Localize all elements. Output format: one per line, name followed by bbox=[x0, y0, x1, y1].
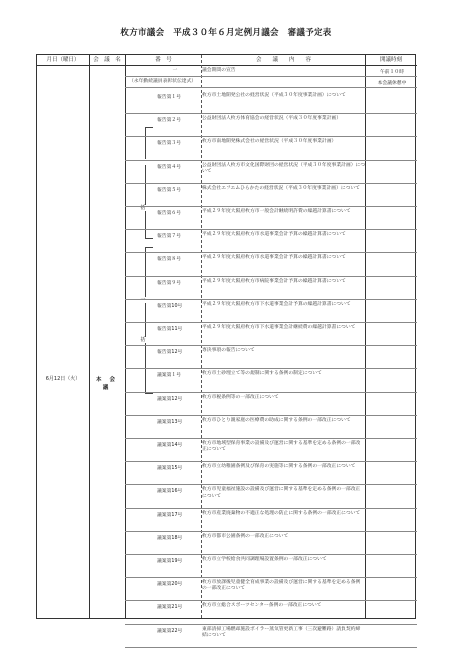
item-content: 枚方市産業廃棄物の不適正な処理の防止に関する条例の一部改正について bbox=[202, 510, 361, 516]
meeting-date: 6月12日（火） bbox=[45, 376, 81, 382]
item-content: 枚方市税条例等の一部改正について bbox=[202, 394, 279, 400]
row-divider bbox=[125, 183, 417, 184]
group-label: 一 bbox=[140, 159, 146, 165]
item-content: 公益財団法人枚方市文化国際財団の経営状況（平成３０年度事業計画）について bbox=[202, 162, 366, 174]
item-number: 報告第１号 bbox=[157, 95, 181, 100]
item-number: 報告第４号 bbox=[157, 164, 181, 170]
item-number: 議案第14号 bbox=[157, 443, 183, 448]
ceremony-content: （永年勤続議員表彰状伝達式） bbox=[129, 79, 197, 84]
item-content: 平成２９年度大阪府枚方市下水道事業会計継続費の繰越計算書について bbox=[202, 325, 356, 330]
row-divider bbox=[125, 577, 417, 578]
item-content: 枚方市南地開発株式会社の経営状況（平成３０年度事業計画） bbox=[202, 139, 337, 145]
item-content: 枚方市立学校給食共同調理場設置条例の一部改正について bbox=[202, 557, 327, 562]
item-content: 枚方市都市公園条例の一部改正について bbox=[202, 533, 289, 539]
meeting-name: 本 会 議 bbox=[96, 377, 118, 391]
header-content: 会 議 内 容 bbox=[202, 55, 365, 66]
opening-number: 一 bbox=[172, 68, 178, 73]
group-label: 一 bbox=[140, 297, 146, 303]
row-divider bbox=[125, 368, 417, 369]
item-number: 報告第３号 bbox=[157, 141, 181, 147]
item-number: 議案第12号 bbox=[157, 396, 183, 402]
row-divider bbox=[125, 484, 417, 485]
row-divider bbox=[125, 415, 417, 416]
row-divider bbox=[125, 438, 417, 439]
item-number: 議案第１号 bbox=[157, 373, 181, 379]
row-divider bbox=[125, 113, 417, 114]
header-time: 開議時刻 bbox=[365, 55, 417, 66]
item-content: 専決事項の報告について bbox=[202, 348, 255, 354]
item-content: 株式会社エフエムひらかたの経営状況（平成３０年度事業計画）について bbox=[202, 185, 360, 191]
item-number: 報告第９号 bbox=[157, 280, 181, 286]
item-number: 報告第５号 bbox=[157, 187, 181, 193]
item-content: 枚方市立総合スポーツセンター条例の一部改正について bbox=[202, 603, 322, 609]
header-date: 月日（曜日） bbox=[37, 55, 89, 66]
row-divider bbox=[125, 508, 417, 509]
item-number: 報告第７号 bbox=[157, 234, 181, 240]
row-divider bbox=[125, 136, 417, 137]
group-bracket bbox=[145, 247, 153, 394]
header-number: 番 号 bbox=[125, 55, 202, 66]
item-content: 公益財団法人枚方体育協会の経営状況（平成３０年度事業計画） bbox=[202, 116, 342, 122]
item-content: 枚方市ひとり親家庭の医療費の助成に関する条例の一部改正について bbox=[202, 417, 351, 423]
row-divider bbox=[125, 600, 417, 601]
item-number: 議案第18号 bbox=[157, 535, 183, 541]
row-divider bbox=[125, 624, 417, 625]
row-divider bbox=[125, 276, 417, 277]
group-label: 括 bbox=[140, 337, 146, 343]
row-divider bbox=[125, 345, 417, 346]
item-number: 報告第６号 bbox=[157, 211, 181, 216]
row-divider bbox=[125, 554, 417, 555]
item-number: 議案第13号 bbox=[157, 419, 183, 425]
item-number: 議案第16号 bbox=[157, 489, 183, 495]
item-content: 枚方市地域型保育事業の設備及び運営に関する基準を定める条例の一部改正について bbox=[202, 441, 361, 453]
page-title: 枚方市議会 平成３０年６月定例月議会 審議予定表 bbox=[120, 28, 332, 38]
item-content: 平成２９年度大阪府枚方市水道事業会計予算の繰越計算書について bbox=[202, 232, 346, 238]
row-divider bbox=[125, 531, 417, 532]
item-number: 報告第12号 bbox=[157, 350, 183, 356]
item-number: 議案第15号 bbox=[157, 466, 183, 472]
item-content: 平成２９年度大阪府枚方市一般会計継続明許費の繰越計算書について bbox=[202, 209, 351, 214]
item-content: 枚方市土砂埋立て等の規制に関する条例の制定について bbox=[202, 371, 322, 377]
item-number: 議案第22号 bbox=[157, 628, 183, 634]
opening-time: 午前１０時 bbox=[380, 70, 404, 75]
ceremony-time: 本会議休憩中 bbox=[377, 81, 407, 86]
group-label: 括 bbox=[140, 205, 146, 211]
opening-content: 議会期間の宣告 bbox=[202, 68, 236, 73]
item-content: 枚方市土地開発公社の経営状況（平成３０年度事業計画）について bbox=[202, 93, 346, 98]
item-content: 平成２９年度大阪府枚方市病院事業会計予算の繰越計算書について bbox=[202, 278, 346, 284]
item-content: 平成２９年度大阪府枚方市下水道事業会計予算の繰越計算書について bbox=[202, 301, 351, 307]
item-number: 報告第８号 bbox=[157, 257, 181, 263]
row-divider bbox=[125, 322, 417, 323]
item-content: 平成２９年度大阪府枚方市水道事業会計予算の繰越計算書について bbox=[202, 255, 346, 261]
item-content: 東部清掃工場燃却施設ボイラー蒸気管更新工事（三次避難路）請負契約締結について bbox=[202, 626, 361, 638]
item-content: 枚方市放課後児童健全育成事業の設備及び運営に関する基準を定める条例の一部改正について bbox=[202, 580, 361, 592]
row-divider bbox=[125, 206, 417, 207]
item-number: 議案第21号 bbox=[157, 605, 183, 611]
row-divider bbox=[125, 461, 417, 462]
row-divider bbox=[125, 160, 417, 161]
item-number: 議案第19号 bbox=[157, 559, 183, 564]
schedule-table bbox=[36, 54, 416, 638]
item-content: 枚方市児童福祉施設の設備及び運営に関する基準を定める条例の一部改正について bbox=[202, 487, 361, 499]
item-number: 報告第10号 bbox=[157, 303, 183, 309]
item-number: 議案第20号 bbox=[157, 582, 183, 588]
row-divider bbox=[125, 87, 417, 88]
row-divider bbox=[125, 299, 417, 300]
column-rule bbox=[89, 55, 90, 618]
item-number: 議案第17号 bbox=[157, 512, 183, 518]
item-content: 枚方市立幼稚園条例及び保育の実施等に関する条例の一部改正について bbox=[202, 464, 356, 470]
header-meeting: 会 議 名 bbox=[89, 55, 125, 66]
row-divider bbox=[125, 392, 417, 393]
column-rule bbox=[365, 55, 366, 618]
column-rule bbox=[125, 55, 126, 618]
row-divider bbox=[125, 252, 417, 253]
item-number: 報告第11号 bbox=[157, 327, 183, 332]
item-number: 報告第２号 bbox=[157, 118, 181, 124]
row-divider bbox=[125, 76, 417, 77]
row-divider bbox=[125, 229, 417, 230]
